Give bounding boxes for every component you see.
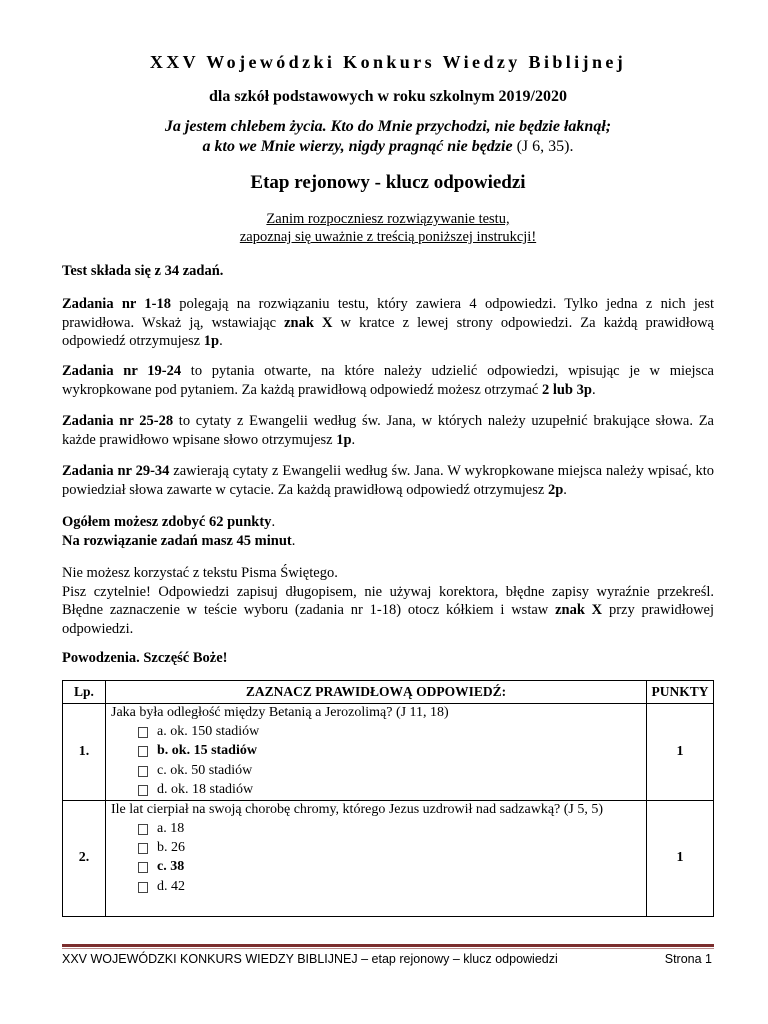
checkbox-icon[interactable] [138,766,148,777]
instruction-tasks-1-18 [62,295,714,351]
table-header-row [63,681,714,704]
instruction-text: . [591,381,596,398]
question-number: 2. [63,800,106,916]
question-points: 1 [647,704,714,801]
instruction-text: Pisz czytelnie! Odpowiedzi zapisuj długopisem, nie używaj korektora, błędne zapisy wyraźnie przekreśl. Błędne zaznaczenie w teście wyboru (zadania nr 1-18) otocz kółkiem i wstaw [62,583,714,618]
points-value: 1p [336,431,352,448]
checkbox-icon[interactable] [138,824,148,835]
question-points: 1 [647,800,714,916]
instruction-rules [62,564,714,638]
instruction-notice [62,210,714,246]
instruction-tasks-19-24 [62,362,714,399]
instruction-text: to cytaty z Ewangelii według św. Jana, w których należy uzupełnić brakujące słowa. Za każde prawidłowo wpisane słowo otrzymujesz [62,413,714,448]
question-cell [106,704,647,801]
motto-line-1: Ja jestem chlebem życia. Kto do Mnie przychodzi, nie będzie łaknął; [164,118,612,135]
answer-option[interactable] [111,819,642,838]
option-label: a. 18 [157,820,185,836]
option-label: b. ok. 15 stadiów [157,743,257,759]
notice-line-1: Zanim rozpoczniesz rozwiązywanie testu, [266,211,510,227]
mark-x: znak X [284,314,333,331]
answer-option[interactable] [111,877,642,896]
motto-line-2: a kto we Mnie wierzy, nigdy pragnąć nie będzie [202,138,513,155]
good-luck [62,649,714,668]
points-value: 2p [547,481,564,498]
instruction-text: zawierają cytaty z Ewangelii według św. Jana. W wykropkowane miejsca należy wpisać, kto powiedział słowa zawarte w cytacie. Za każdą prawidłową odpowiedź otrzymujesz [62,463,714,498]
answer-table [62,680,714,917]
table-row [63,704,714,801]
instruction-text: . [351,431,356,448]
checkbox-icon[interactable] [138,746,148,757]
instruction-tasks-25-28 [62,412,714,449]
notice-line-2: zapoznaj się uważnie z treścią poniższej instrukcji! [239,229,537,245]
points-value: 2 lub 3p [541,381,592,398]
checkbox-icon[interactable] [138,882,148,893]
mark-x: znak X [555,602,603,618]
header-lp: Lp. [63,681,106,704]
footer-title: XXV WOJEWÓDZKI KONKURS WIEDZY BIBLIJNEJ – etap rejonowy – klucz odpowiedzi [62,952,558,966]
question-text: Jaka była odległość między Betanią a Jerozolimą? (J 11, 18) [111,705,449,720]
instruction-tasks-29-34 [62,462,714,499]
option-label: b. 26 [157,840,185,856]
instruction-text: przy prawidłowej odpowiedzi. [62,602,714,637]
tasks-range: Zadania nr 1-18 [62,296,171,312]
answer-option[interactable] [111,722,642,741]
option-label: d. 42 [157,878,185,894]
header-points: PUNKTY [647,681,714,704]
test-count-text: Test składa się z 34 zadań. [62,263,224,279]
document-title: XXV Wojewódzki Konkurs Wiedzy Biblijnej [149,52,627,72]
question-text: Ile lat cierpiał na swoją chorobę chromy, którego Jezus uzdrowił nad sadzawką? (J 5, 5) [111,801,604,817]
answer-option-correct[interactable] [111,741,642,760]
time-limit: Na rozwiązanie zadań masz 45 minut [62,532,292,549]
checkbox-icon[interactable] [138,727,148,738]
tasks-range: Zadania nr 25-28 [62,413,174,429]
stage-heading: Etap rejonowy - klucz odpowiedzi [250,172,526,193]
option-label: a. ok. 150 stadiów [157,724,260,739]
checkbox-icon[interactable] [138,843,148,854]
instruction-text: . [219,333,223,349]
checkbox-icon[interactable] [138,862,148,873]
answer-option-correct[interactable] [111,857,642,876]
points-value: 1p [203,333,220,349]
answer-option[interactable] [111,780,642,799]
option-label: c. 38 [157,859,185,875]
footer-page-number: Strona 1 [664,952,712,966]
instruction-text: . [563,481,567,498]
answer-option[interactable] [111,761,642,780]
document-subtitle: dla szkół podstawowych w roku szkolnym 2019/2020 [209,88,567,105]
option-label: c. ok. 50 stadiów [157,762,253,778]
header-answer: ZAZNACZ PRAWIDŁOWĄ ODPOWIEDŹ: [106,681,647,704]
answer-option[interactable] [111,838,642,857]
footer-divider-thin [62,948,714,949]
footer-divider [62,944,714,947]
good-luck-text: Powodzenia. Szczęść Boże! [62,650,228,666]
question-cell [106,800,647,916]
no-bible-rule: Nie możesz korzystać z tekstu Pisma Świętego. [62,565,338,581]
tasks-range: Zadania nr 19-24 [62,363,182,379]
instruction-text: to pytania otwarte, na które należy udzielić odpowiedzi, wpisując je w miejsca wykropkowane pod pytaniem. Za każdą prawidłową odpowiedź możesz otrzymać [62,363,714,398]
instruction-totals [62,513,714,550]
instruction-text: w kratce z lewej strony odpowiedzi. Za każdą prawidłową odpowiedź otrzymujesz [62,314,714,349]
motto [62,117,714,157]
instruction-text: polegają na rozwiązaniu testu, który zawiera 4 odpowiedzi. Tylko jedna z nich jest prawidłowa. Wskaż ją, wstawiając [62,296,714,331]
question-number: 1. [63,704,106,801]
option-label: d. ok. 18 stadiów [157,782,254,798]
motto-reference: (J 6, 35). [512,138,574,155]
punctuation: . [271,514,276,530]
checkbox-icon[interactable] [138,785,148,796]
total-points: Ogółem możesz zdobyć 62 punkty [62,514,272,530]
punctuation: . [291,532,296,549]
table-row [63,800,714,916]
tasks-range: Zadania nr 29-34 [62,463,170,479]
instruction-test-count [62,262,714,281]
